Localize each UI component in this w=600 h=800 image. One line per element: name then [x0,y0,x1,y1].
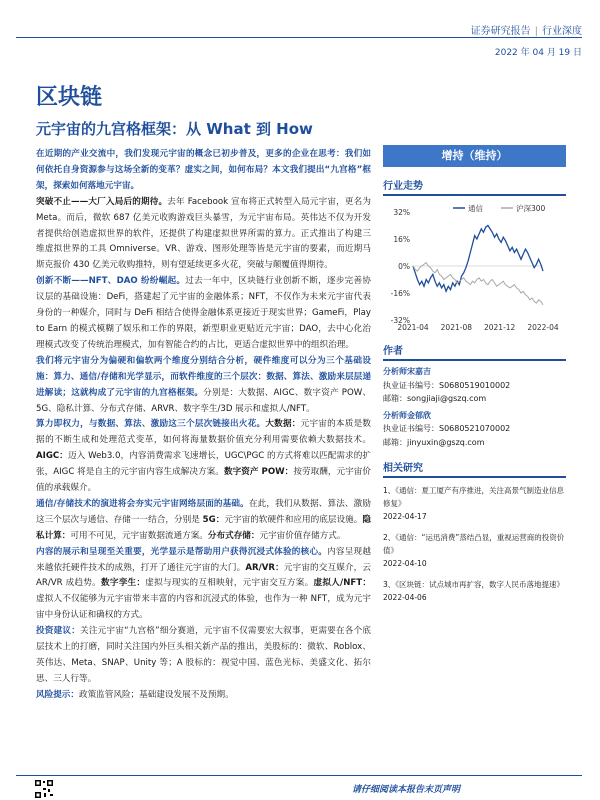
research-heading: 相关研究 [383,459,566,478]
header-rule [16,37,582,38]
body-text: 关注元宇宙“九宫格”细分赛道，元宇宙不仅需要宏大叙事，更需要在各个底层技术上的打磨，同时关注国内外巨头相关新产品的推出，美股标的：微软、Roblox、英伟达、Meta、SNAP、Unity 等；A 股标的：视觉中国、蓝色光标、美盛文化、拓尔思、三人行等。 [36,626,371,684]
emphasis-text: 大数据： [265,419,301,430]
x-tick-label: 2021-04 [397,323,429,332]
y-tick-label: 32% [393,208,410,217]
analyst-license: 执业证书编号：S0680519010002 [383,380,511,390]
research-item[interactable] [383,484,566,523]
series-line [413,263,543,305]
industry-trend-chart [383,202,566,332]
body-text: 可用不可见，元宇宙数据流通方案。 [70,530,208,541]
research-date: 2022-04-17 [383,512,427,521]
emphasis-text: 5G： [202,514,225,525]
emphasis-text: 在近期的产业交流中，我们发现元宇宙的概念已初步普及，更多的企业在思考：我们如何依托自身资源参与这场全新的变革？虚实之间，如何布局？本文我们提出“九宫格”框架，探索如何落地元宇宙。 [36,149,371,191]
report-category-label: 行业深度 [542,26,582,37]
analyst-block [383,365,566,449]
y-tick-label: 0% [398,262,410,271]
qr-code-icon [34,779,54,799]
research-date: 2022-04-10 [383,559,427,568]
y-tick-label: -16% [390,289,410,298]
body-text: 在此，我们从数据、算法、激励这三个层次与通信、存储一一结合，分别是 [36,498,371,525]
industry-name: 区块链 [36,85,103,110]
legend-label: 沪深300 [516,204,546,213]
header-separator: | [534,26,538,37]
x-tick-label: 2021-08 [440,323,473,332]
analyst-email: 邮箱：songjiaji@gszq.com [383,394,487,403]
emphasis-text: 分布式存储： [207,530,260,541]
emphasis-text: 投资建议： [36,626,81,637]
body-text: 虚拟与现实的互相映射，元宇宙交互方案。 [145,578,314,589]
emphasis-text: 突破不止——大厂入局后的期待。 [36,196,168,207]
research-item[interactable] [383,531,566,570]
research-item[interactable] [383,578,566,604]
body-text: 元宇宙的本质是数据的不断生成和处理范式变革，如何将海量数据价值充分利用需要依赖大数据技术。 [36,419,371,446]
emphasis-text: 风险提示： [36,689,79,700]
legend-label: 通信 [468,204,483,213]
x-tick-label: 2021-12 [483,323,516,332]
emphasis-text: AIGC： [36,451,68,462]
analyst-name: 分析师宋嘉吉 [383,367,431,376]
body-paragraph [36,417,371,497]
rating-badge: 增持（维持） [383,145,566,167]
report-type-label: 证券研究报告 [470,26,531,37]
emphasis-text: AR/VR： [245,562,284,573]
emphasis-text: 隐私计算： [36,514,371,541]
page-title: 元宇宙的九宫格框架：从 What 到 How [36,120,313,138]
body-paragraph [36,624,371,688]
emphasis-text: 虚拟人/NFT： [313,578,371,589]
body-text: 虚拟人不仅能够为元宇宙带来丰富的内容和沉浸式的体验，也作为一种 NFT，成为元宇宙中身份认证和确权的方式。 [36,594,371,621]
body-paragraph [36,545,371,625]
related-research-list [383,484,566,604]
footer-disclaimer: 请仔细阅读本报告末页声明 [351,785,460,795]
research-title[interactable]: 2、《通信：“运迅消费”蒸结凸显，重视运营商的投资价值》 [383,533,565,555]
body-text: 元宇宙的交互媒介，云 AR/VR 成趋势。 [36,562,371,589]
body-text: 按劳取酬，元宇宙价值的承载媒介。 [36,467,371,494]
body-text: 元宇宙的软硬件和应用的底层设施。 [224,514,363,525]
emphasis-text: 数字资产 POW： [223,467,294,478]
body-text: 分别是：大数据、AIGC、数字资产 POW、5G、隐私计算、分布式存储、ARVR、数字孪生/3D 展示和虚拟人/NFT。 [36,387,371,414]
trend-heading: 行业走势 [383,177,566,196]
body-text: 政策监管风险；基础建设发展不及预期。 [78,689,234,700]
research-title[interactable]: 3、《区块链：试点城市再扩容，数字人民币落地提速》 [383,580,565,589]
report-summary-body [36,147,371,762]
body-paragraph [36,274,371,354]
series-line [413,226,543,292]
body-paragraph [36,147,371,195]
sidebar [383,145,566,612]
body-text: 元宇宙价值存储方式。 [259,530,346,541]
body-paragraph [36,688,371,704]
emphasis-text: 我们将元宇宙分为偏硬和偏软两个维度分别结合分析，硬件维度可以分为三个基础设施：算力、通信/存储和光学显示，而软件维度的三个层次：数据、算法、激励来层层递进解读；这就构成了元宇宙的九宫格框架。 [36,355,371,398]
emphasis-text: 内容的展示和呈现至关重要，光学显示是帮助用户获得沉浸式体验的核心。 [36,546,328,557]
analyst-heading: 作者 [383,342,566,361]
body-text: 迈入 Web3.0，内容消费需求飞速增长，UGC\PGC 的方式将难以匹配需求的扩张，AIGC 将是自主的元宇宙内容生成解决方案。 [36,451,371,478]
y-tick-label: 16% [393,235,410,244]
body-paragraph [36,497,371,545]
report-date: 2022 年 04 月 19 日 [494,48,582,58]
analyst-license: 执业证书编号：S0680521070002 [383,424,511,433]
trend-chart-svg [383,202,566,332]
x-tick-label: 2022-04 [527,323,559,332]
research-title[interactable]: 1、《通信：夏工厦产有序推进，关注高景气制造业信息修复》 [383,486,565,508]
report-header-labels [471,22,582,37]
body-paragraph [36,354,371,418]
research-date: 2022-04-06 [383,593,427,602]
body-paragraph [36,195,371,275]
emphasis-text: 算力即权力，与数据、算法、激励这三个层次链接出火花。 [36,419,266,430]
footer-rule [16,775,582,776]
analyst-name: 分析师金郁欣 [383,410,431,420]
body-text: 去年 Facebook 宣布将正式转型入局元宇宙，更名为 Meta。而后，微软 687 亿美元收购游戏巨头暴雪，为元宇宙布局。英伟达不仅为开发者提供给创造虚拟世界的软件，还提供了构建虚拟世界所需的算力。正式推出了构建三维虚拟世界的工具 Omniverse。VR、游戏、图形处理等皆是元宇宙的要素，而近期马斯克报价 430 亿美元收购推特，则有望延续更多火花，突破与颠覆值得期待。 [36,196,371,271]
emphasis-text: 创新不断——NFT、DAO 纷纷崛起。 [36,276,186,287]
body-text: 内容呈现越来越依托硬件技术的成熟，打开了通往元宇宙的大门。 [36,546,371,573]
emphasis-text: 通信/存储技术的演进将会夯实元宇宙网络层面的基础。 [36,498,249,509]
analyst-email: 邮箱：jinyuxin@gszq.com [383,437,485,447]
emphasis-text: 数字孪生： [101,578,146,589]
body-text: 过去一年中，区块链行业创新不断，逐步完善协议层的基础设施：DeFi，搭建起了元宇宙的金融体系；NFT，不仅作为未来元宇宙代表身份的一种媒介，同时与 DeFi 相结合使得金融体系更接近于现实世界；GameFi，Play to Earn 的模式模糊了娱乐和工作的界限，新型职业更贴近元宇宙；DAO，去中心化治理模式改变了传统治理模式，加有智能合约的占比，更适合虚拟世界中的组织治理。 [36,276,371,350]
y-tick-label: -32% [390,316,410,325]
